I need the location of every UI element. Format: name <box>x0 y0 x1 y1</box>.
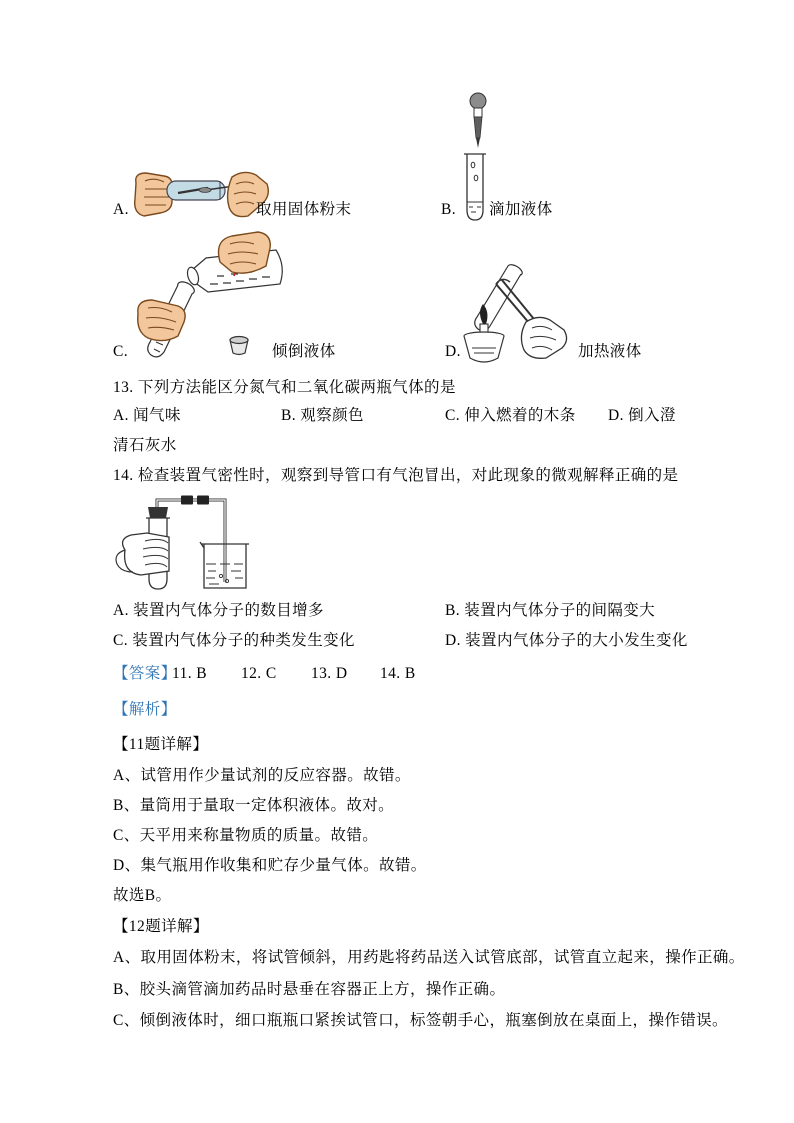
figure-a-label: A. <box>113 201 129 218</box>
figure-c-caption: 倾倒液体 <box>272 343 336 360</box>
answer-item-12: 12. C <box>241 665 277 682</box>
q13-stem: 13. 下列方法能区分氮气和二氧化碳两瓶气体的是 <box>113 379 456 396</box>
q13-option-c: C. 伸入燃着的木条 <box>445 407 576 424</box>
figure-d-heat-liquid <box>452 260 592 368</box>
analysis-line: D、集气瓶用作收集和贮存少量气体。故错。 <box>113 857 427 874</box>
analysis-conclusion: 故选B。 <box>113 887 172 904</box>
bubble-icon <box>219 574 222 577</box>
figure-d-label: D. <box>445 343 461 360</box>
rubber-connector-icon <box>197 496 209 505</box>
upper-hand-icon <box>219 232 271 273</box>
q13-option-b: B. 观察颜色 <box>281 407 364 424</box>
test-tube-icon <box>167 181 225 200</box>
answer-label: 【答案】 <box>113 665 177 682</box>
take-solid-powder-illustration <box>130 155 270 225</box>
figure-a-take-solid-powder <box>130 155 270 225</box>
q13-option-d: D. 倒入澄 <box>608 407 676 424</box>
answer-item-13: 13. D <box>311 665 348 682</box>
analysis-line: A、试管用作少量试剂的反应容器。故错。 <box>113 767 411 784</box>
analysis-q12-header: 【12题详解】 <box>113 918 209 935</box>
q13-option-a: A. 闻气味 <box>113 407 181 424</box>
left-hand-icon <box>135 173 172 216</box>
answer-item-11: 11. B <box>172 665 208 682</box>
q14-option-a: A. 装置内气体分子的数目增多 <box>113 602 324 619</box>
analysis-line: C、天平用来称量物质的质量。故错。 <box>113 827 379 844</box>
lower-hand-icon <box>138 300 185 341</box>
figure-c-label: C. <box>113 343 129 360</box>
rubber-connector-icon <box>181 496 193 505</box>
analysis-line: B、胶头滴管滴加药品时悬垂在容器正上方，操作正确。 <box>113 981 506 998</box>
hand-icon <box>521 317 566 358</box>
figure-q14-airtightness-test <box>105 492 260 600</box>
cork-stopper-icon <box>230 337 248 355</box>
analysis-label: 【解析】 <box>113 701 177 718</box>
pour-liquid-illustration <box>130 228 290 363</box>
analysis-line: B、量筒用于量取一定体积液体。故对。 <box>113 797 395 814</box>
dropper-icon <box>470 93 486 148</box>
answer-item-14: 14. B <box>380 665 416 682</box>
q14-option-d: D. 装置内气体分子的大小发生变化 <box>445 632 688 649</box>
q14-stem: 14. 检查装置气密性时，观察到导管口有气泡冒出，对此现象的微观解释正确的是 <box>113 467 679 484</box>
analysis-line: A、取用固体粉末，将试管倾斜，用药匙将药品送入试管底部，试管直立起来，操作正确。 <box>113 949 745 966</box>
q14-option-b: B. 装置内气体分子的间隔变大 <box>445 602 656 619</box>
hand-icon <box>116 533 169 575</box>
figure-b-caption: 滴加液体 <box>489 201 553 218</box>
heat-liquid-illustration <box>452 260 592 368</box>
analysis-line: C、倾倒液体时，细口瓶瓶口紧挨试管口，标签朝手心，瓶塞倒放在桌面上，操作错误。 <box>113 1012 728 1029</box>
figure-c-pour-liquid <box>130 228 290 363</box>
rubber-stopper-icon <box>148 507 168 518</box>
figure-a-caption: 取用固体粉末 <box>256 201 352 218</box>
airtightness-apparatus-illustration <box>105 492 260 600</box>
q13-option-d-wrap: 清石灰水 <box>113 437 177 454</box>
q14-option-c: C. 装置内气体分子的种类发生变化 <box>113 632 355 649</box>
analysis-q11-header: 【11题详解】 <box>113 736 209 753</box>
figure-d-caption: 加热液体 <box>578 343 642 360</box>
figure-b-label: B. <box>441 201 457 218</box>
test-tube-icon <box>464 154 486 220</box>
